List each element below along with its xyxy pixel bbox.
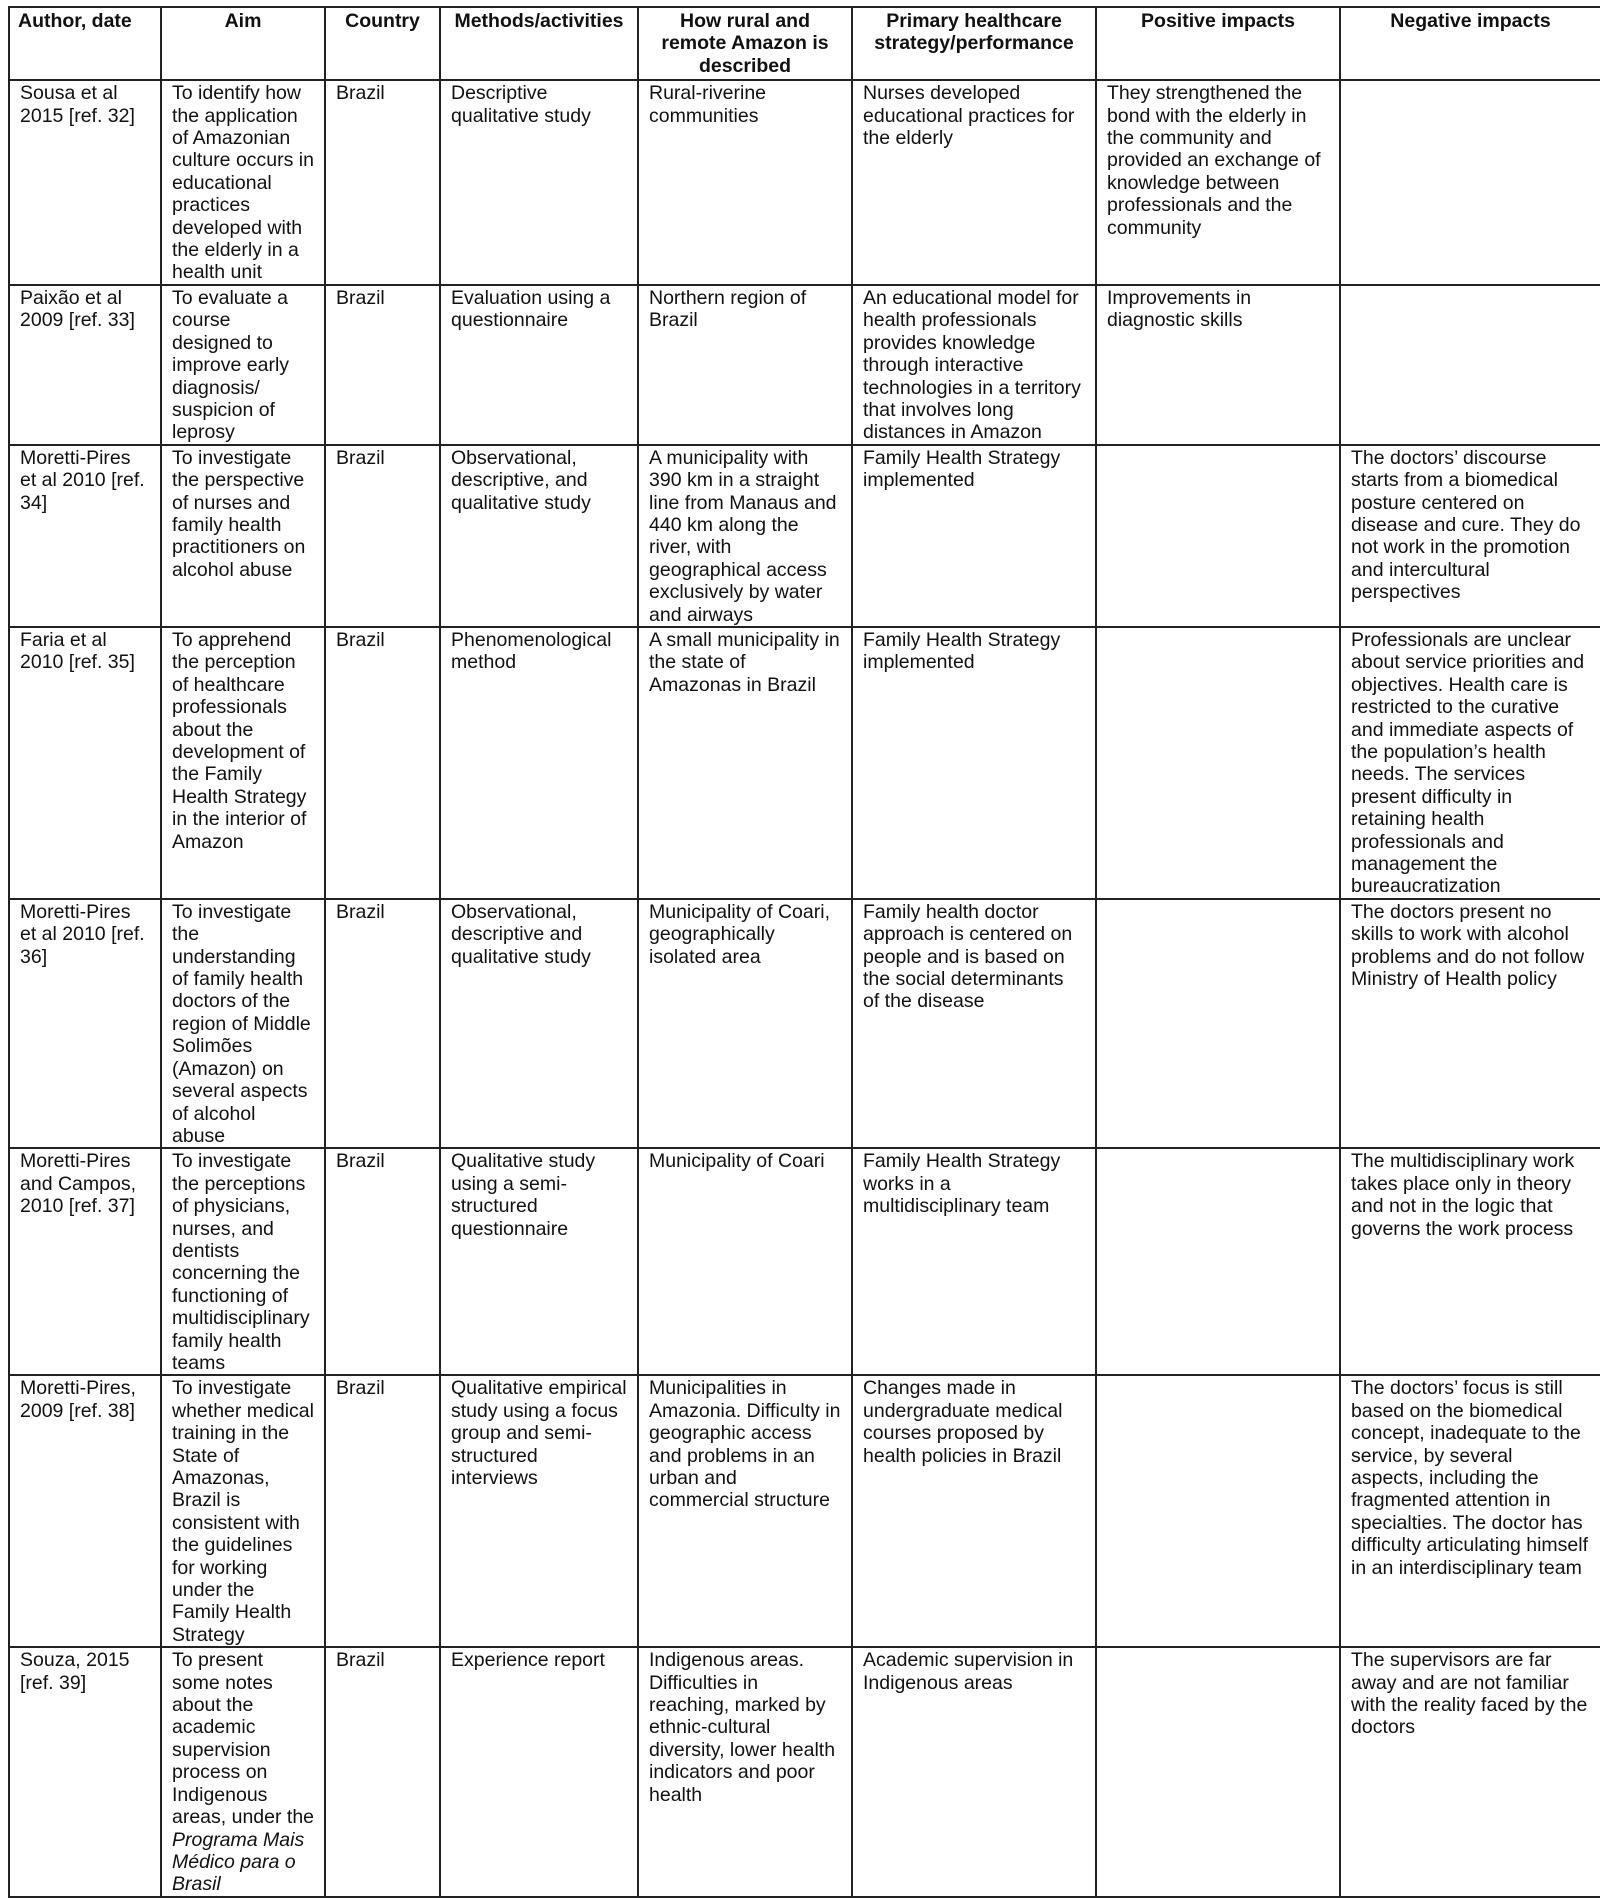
cell-author: Moretti-Pires et al 2010 [ref. 36] xyxy=(9,899,161,1148)
program-name: Programa Mais Médico para o Brasil xyxy=(172,1828,305,1896)
header-author: Author, date xyxy=(9,7,161,80)
header-methods: Methods/activities xyxy=(440,7,638,80)
cell-positive xyxy=(1096,1148,1340,1375)
cell-positive xyxy=(1096,1647,1340,1896)
cell-country: Brazil xyxy=(325,1647,440,1896)
cell-author: Faria et al 2010 [ref. 35] xyxy=(9,627,161,899)
cell-strategy: Family health doctor approach is centered on people and is based on the social determinants of the disease xyxy=(852,899,1096,1148)
header-country: Country xyxy=(325,7,440,80)
cell-aim: To investigate the perceptions of physicians, nurses, and dentists concerning the functioning of multidisciplinary family health teams xyxy=(161,1148,325,1375)
cell-described: A small municipality in the state of Amazonas in Brazil xyxy=(638,627,852,899)
cell-negative: The supervisors are far away and are not familiar with the reality faced by the doctors xyxy=(1340,1647,1600,1896)
cell-author: Moretti-Pires et al 2010 [ref. 34] xyxy=(9,445,161,627)
studies-table xyxy=(8,6,1600,1898)
cell-negative xyxy=(1340,80,1600,285)
cell-methods: Descriptive qualitative study xyxy=(440,80,638,285)
cell-positive xyxy=(1096,445,1340,627)
cell-author: Sousa et al 2015 [ref. 32] xyxy=(9,80,161,285)
table-row xyxy=(9,285,1600,445)
table-row xyxy=(9,80,1600,285)
header-negative: Negative impacts xyxy=(1340,7,1600,80)
cell-strategy: Family Health Strategy implemented xyxy=(852,627,1096,899)
cell-country: Brazil xyxy=(325,285,440,445)
cell-methods: Qualitative study using a semi-structured questionnaire xyxy=(440,1148,638,1375)
cell-strategy: Family Health Strategy works in a multidisciplinary team xyxy=(852,1148,1096,1375)
cell-methods: Experience report xyxy=(440,1647,638,1896)
cell-strategy: Changes made in undergraduate medical courses proposed by health policies in Brazil xyxy=(852,1375,1096,1647)
cell-country: Brazil xyxy=(325,1148,440,1375)
aim-text: To present some notes about the academic supervision process on Indigenous areas, under the xyxy=(172,1649,315,1829)
cell-aim: To investigate the understanding of family health doctors of the region of Middle Solimões (Amazon) on several aspects of alcohol abuse xyxy=(161,899,325,1148)
cell-author: Souza, 2015 [ref. 39] xyxy=(9,1647,161,1896)
cell-described: Rural-riverine communities xyxy=(638,80,852,285)
cell-described: Municipality of Coari xyxy=(638,1148,852,1375)
cell-strategy: Academic supervision in Indigenous areas xyxy=(852,1647,1096,1896)
cell-aim: To evaluate a course designed to improve early diagnosis/ suspicion of leprosy xyxy=(161,285,325,445)
cell-author: Moretti-Pires and Campos, 2010 [ref. 37] xyxy=(9,1148,161,1375)
cell-strategy: Family Health Strategy implemented xyxy=(852,445,1096,627)
cell-negative: The doctors’ focus is still based on the biomedical concept, inadequate to the service, by several aspects, including the fragmented attention in specialties. The doctor has difficulty articulating himself in an interdisciplinary team xyxy=(1340,1375,1600,1647)
cell-negative: Professionals are unclear about service priorities and objectives. Health care is restricted to the curative and immediate aspects of the population’s health needs. The services present difficulty in retaining health professionals and management the bureaucratization xyxy=(1340,627,1600,899)
cell-described: A municipality with 390 km in a straight line from Manaus and 440 km along the river, with geographical access exclusively by water and airways xyxy=(638,445,852,627)
header-row xyxy=(9,7,1600,80)
cell-methods: Evaluation using a questionnaire xyxy=(440,285,638,445)
cell-methods: Observational, descriptive, and qualitative study xyxy=(440,445,638,627)
table-row xyxy=(9,445,1600,627)
cell-country: Brazil xyxy=(325,80,440,285)
cell-positive: They strengthened the bond with the elderly in the community and provided an exchange of knowledge between professionals and the community xyxy=(1096,80,1340,285)
cell-author: Moretti-Pires, 2009 [ref. 38] xyxy=(9,1375,161,1647)
cell-strategy: An educational model for health professionals provides knowledge through interactive technologies in a territory that involves long distances in Amazon xyxy=(852,285,1096,445)
studies-table-container xyxy=(8,6,1600,1898)
table-row xyxy=(9,627,1600,899)
cell-negative: The doctors’ discourse starts from a biomedical posture centered on disease and cure. They do not work in the promotion and intercultural perspectives xyxy=(1340,445,1600,627)
cell-described: Municipality of Coari, geographically isolated area xyxy=(638,899,852,1148)
cell-aim: To identify how the application of Amazonian culture occurs in educational practices developed with the elderly in a health unit xyxy=(161,80,325,285)
cell-positive xyxy=(1096,627,1340,899)
cell-described: Northern region of Brazil xyxy=(638,285,852,445)
cell-aim: To investigate the perspective of nurses and family health practitioners on alcohol abuse xyxy=(161,445,325,627)
cell-methods: Observational, descriptive and qualitative study xyxy=(440,899,638,1148)
cell-negative: The doctors present no skills to work with alcohol problems and do not follow Ministry of Health policy xyxy=(1340,899,1600,1148)
cell-negative: The multidisciplinary work takes place only in theory and not in the logic that governs the work process xyxy=(1340,1148,1600,1375)
cell-country: Brazil xyxy=(325,627,440,899)
cell-positive: Improvements in diagnostic skills xyxy=(1096,285,1340,445)
cell-described: Municipalities in Amazonia. Difficulty in geographic access and problems in an urban and commercial structure xyxy=(638,1375,852,1647)
cell-aim: To apprehend the perception of healthcare professionals about the development of the Family Health Strategy in the interior of Amazon xyxy=(161,627,325,899)
cell-positive xyxy=(1096,899,1340,1148)
header-described: How rural and remote Amazon is described xyxy=(638,7,852,80)
table-row xyxy=(9,1647,1600,1896)
cell-aim: To investigate whether medical training in the State of Amazonas, Brazil is consistent with the guidelines for working under the Family Health Strategy xyxy=(161,1375,325,1647)
header-positive: Positive impacts xyxy=(1096,7,1340,80)
header-aim: Aim xyxy=(161,7,325,80)
table-row xyxy=(9,899,1600,1148)
header-strategy: Primary healthcare strategy/performance xyxy=(852,7,1096,80)
cell-positive xyxy=(1096,1375,1340,1647)
table-row xyxy=(9,1148,1600,1375)
cell-described: Indigenous areas. Difficulties in reaching, marked by ethnic-cultural diversity, lower health indicators and poor health xyxy=(638,1647,852,1896)
cell-strategy: Nurses developed educational practices for the elderly xyxy=(852,80,1096,285)
cell-methods: Phenomenological method xyxy=(440,627,638,899)
cell-country: Brazil xyxy=(325,1375,440,1647)
cell-aim xyxy=(161,1647,325,1896)
table-row xyxy=(9,1375,1600,1647)
cell-negative xyxy=(1340,285,1600,445)
cell-country: Brazil xyxy=(325,445,440,627)
cell-author: Paixão et al 2009 [ref. 33] xyxy=(9,285,161,445)
cell-methods: Qualitative empirical study using a focus group and semi-structured interviews xyxy=(440,1375,638,1647)
cell-country: Brazil xyxy=(325,899,440,1148)
